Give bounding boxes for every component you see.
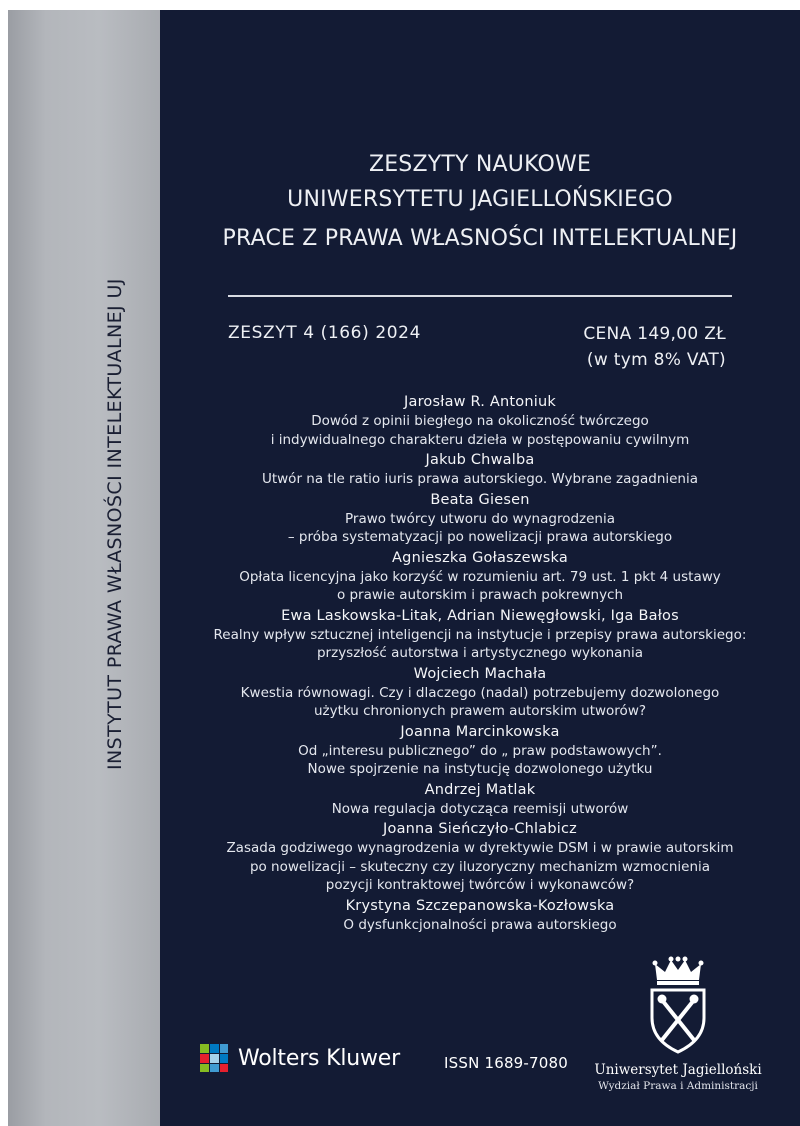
toc-author: Jakub Chwalba [425, 452, 535, 468]
toc-entry [160, 490, 800, 547]
toc-title-line: Od „interesu publicznego” do „ praw podstawowych”. [298, 742, 662, 759]
issn: ISSN 1689-7080 [444, 1054, 569, 1072]
vat-note: (w tym 8% VAT) [586, 350, 726, 370]
toc-author: Joanna Marcinkowska [400, 723, 560, 740]
faculty-name: Wydział Prawa i Administracji [598, 1080, 758, 1092]
toc-entry [160, 548, 800, 605]
toc-entry [160, 722, 800, 779]
spine-title: INSTYTUT PRAWA WŁASNOŚCI INTELEKTUALNEJ UJ [104, 278, 126, 770]
series-line-1: ZESZYTY NAUKOWE [368, 152, 592, 177]
price: CENA 149,00 ZŁ [583, 324, 726, 344]
toc-title-line: Dowód z opinii biegłego na okoliczność twórczego [311, 413, 649, 429]
toc-title-line: o prawie autorskim i prawach pokrewnych [336, 587, 624, 603]
toc-entry [160, 450, 800, 489]
university-name: Uniwersytet Jagielloński [594, 1062, 762, 1078]
series-header [160, 147, 800, 256]
toc-title-line: po nowelizacji – skuteczny czy iluzoryczny mechanizm wzmocnienia [249, 858, 711, 875]
spine [8, 10, 160, 1126]
toc-title-line: Nowa regulacja dotycząca reemisji utworów [331, 800, 629, 817]
toc-title-line: Kwestia równowagi. Czy i dlaczego (nadal) potrzebujemy dozwolonego [240, 684, 720, 701]
toc-entry [160, 819, 800, 895]
toc-author: Andrzej Matlak [424, 781, 536, 798]
toc-title-line: Utwór na tle ratio iuris prawa autorskiego. Wybrane zagadnienia [261, 471, 699, 487]
toc-entry [160, 780, 800, 819]
toc-author: Beata Giesen [430, 491, 530, 508]
series-line-2: UNIWERSYTETU JAGIELLOŃSKIEGO [287, 187, 673, 212]
toc-author: Agnieszka Gołaszewska [392, 549, 568, 566]
toc-entry [160, 606, 800, 663]
toc-title-line: – próba systematyzacji po nowelizacji prawa autorskiego [287, 529, 673, 545]
toc-title-line: przyszłość autorstwa i artystycznego wykonania [316, 645, 643, 661]
toc-entry [160, 392, 800, 449]
toc-author: Joanna Sieńczyło-Chlabicz [383, 821, 577, 837]
series-subtitle: PRACE Z PRAWA WŁASNOŚCI INTELEKTUALNEJ [222, 226, 738, 251]
toc-author: Wojciech Machała [413, 665, 547, 682]
table-of-contents [160, 392, 800, 935]
wolters-kluwer-icon [198, 1042, 230, 1074]
toc-author: Ewa Laskowska-Litak, Adrian Niewęgłowski, Iga Bałos [281, 607, 679, 624]
toc-title-line: Prawo twórcy utworu do wynagrodzenia [344, 510, 616, 527]
toc-entry [160, 664, 800, 721]
publisher-name: Wolters Kluwer [238, 1045, 400, 1071]
toc-title-line: i indywidualnego charakteru dzieła w postępowaniu cywilnym [270, 431, 690, 448]
toc-title-line: użytku chronionych prawem autorskim utworów? [313, 703, 647, 719]
toc-entry [160, 896, 800, 935]
toc-title-line: Nowe spojrzenie na instytucję dozwolonego użytku [307, 761, 653, 777]
uj-crest-icon [647, 956, 709, 1054]
toc-author: Krystyna Szczepanowska-Kozłowska [345, 897, 615, 914]
front-cover [160, 10, 800, 1126]
toc-title-line: Opłata licencyjna jako korzyść w rozumieniu art. 79 ust. 1 pkt 4 ustawy [239, 568, 721, 585]
toc-author: Jarosław R. Antoniuk [404, 394, 556, 410]
issue-number: ZESZYT 4 (166) 2024 [228, 323, 421, 343]
university-logo [588, 956, 768, 1092]
toc-title-line: Realny wpływ sztucznej inteligencji na instytucje i przepisy prawa autorskiego: [213, 626, 747, 643]
toc-title-line: O dysfunkcjonalności prawa autorskiego [343, 916, 617, 933]
toc-title-line: pozycji kontraktowej twórców i wykonawców? [325, 877, 635, 893]
toc-title-line: Zasada godziwego wynagrodzenia w dyrektywie DSM i w prawie autorskim [226, 840, 734, 856]
divider [228, 295, 732, 297]
publisher-logo [198, 1042, 400, 1074]
price-block [583, 321, 726, 373]
